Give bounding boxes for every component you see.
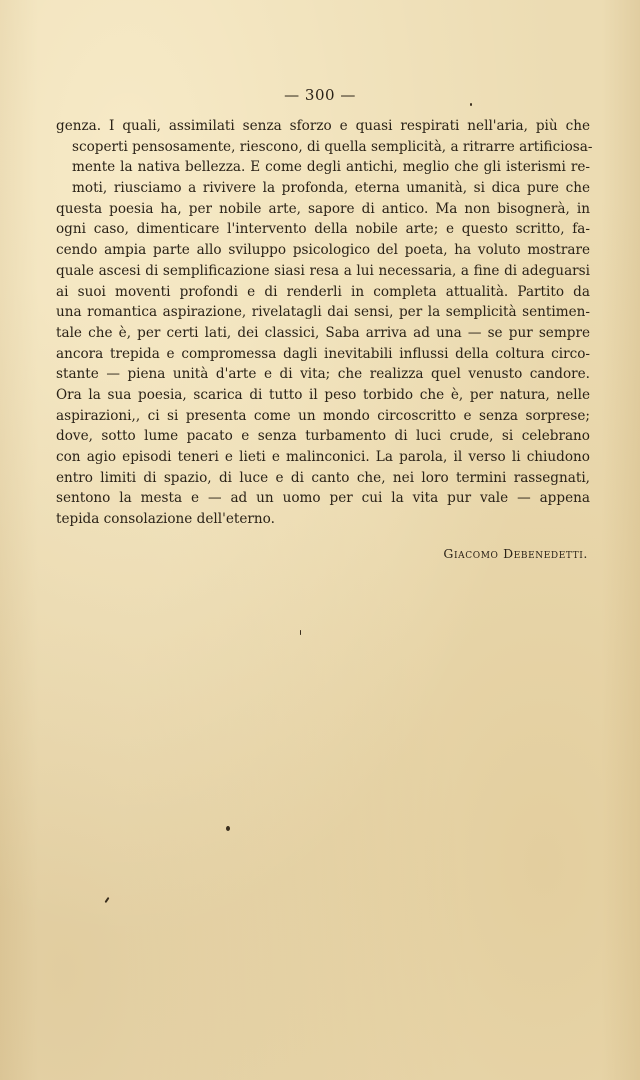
text-line: tepida consolazione dell'eterno. [56,511,275,528]
text-line: una romantica aspirazione, rivelatagli dai sensi, per la semplicità sentimen- [56,304,590,321]
text-line: genza. I quali, assimilati senza sforzo e quasi respirati nell'aria, più che [56,118,590,134]
page-number: — 300 — [284,86,356,104]
author-signature: Giacomo Debenedetti. [443,546,588,561]
paper-speck [226,826,230,831]
text-line: cendo ampia parte allo sviluppo psicologico del poeta, ha voluto mostrare [56,242,590,259]
text-line: con agio episodi teneri e lieti e malinconici. La parola, il verso li chiudono [56,449,590,465]
text-line: entro limiti di spazio, di luce e di canto che, nei loro termini rassegnati, [56,469,590,486]
text-line: moti, riusciamo a rivivere la profonda, eterna umanità, si dica pure che [72,180,590,197]
text-line: dove, sotto lume pacato e senza turbamento di luci crude, si celebrano [56,428,590,445]
text-line: Ora la sua poesia, scarica di tutto il peso torbido che è, per natura, nelle [56,386,590,403]
text-line: questa poesia ha, per nobile arte, sapore di antico. Ma non bisognerà, in [56,200,590,217]
text-line: scoperti pensosamente, riescono, di quella semplicità, a ritrarre artificiosa- [72,138,593,155]
text-line: sentono la mesta e — ad un uomo per cui la vita pur vale — appena [56,490,590,507]
text-line: ancora trepida e compromessa dagli inevitabili influssi della coltura circo- [56,345,590,362]
text-line: quale ascesi di semplificazione siasi resa a lui necessaria, a fine di adeguarsi [56,262,590,279]
text-line: tale che è, per certi lati, dei classici, Saba arriva ad una — se pur sempre [56,324,590,341]
paper-speck [300,630,301,635]
text-line: ogni caso, dimenticare l'intervento della nobile arte; e questo scritto, fa- [56,221,590,238]
text-line: ai suoi moventi profondi e di renderli in completa attualità. Partito da [56,283,590,300]
paper-speck [104,897,109,903]
body-text [56,116,593,530]
text-line: aspirazioni,, ci si presenta come un mondo circoscritto e senza sorprese; [56,407,590,424]
text-line: stante — piena unità d'arte e di vita; che realizza quel venusto candore. [56,366,590,383]
text-line: mente la nativa bellezza. E come degli antichi, meglio che gli isterismi re- [72,159,590,176]
paper-speck [470,103,472,106]
